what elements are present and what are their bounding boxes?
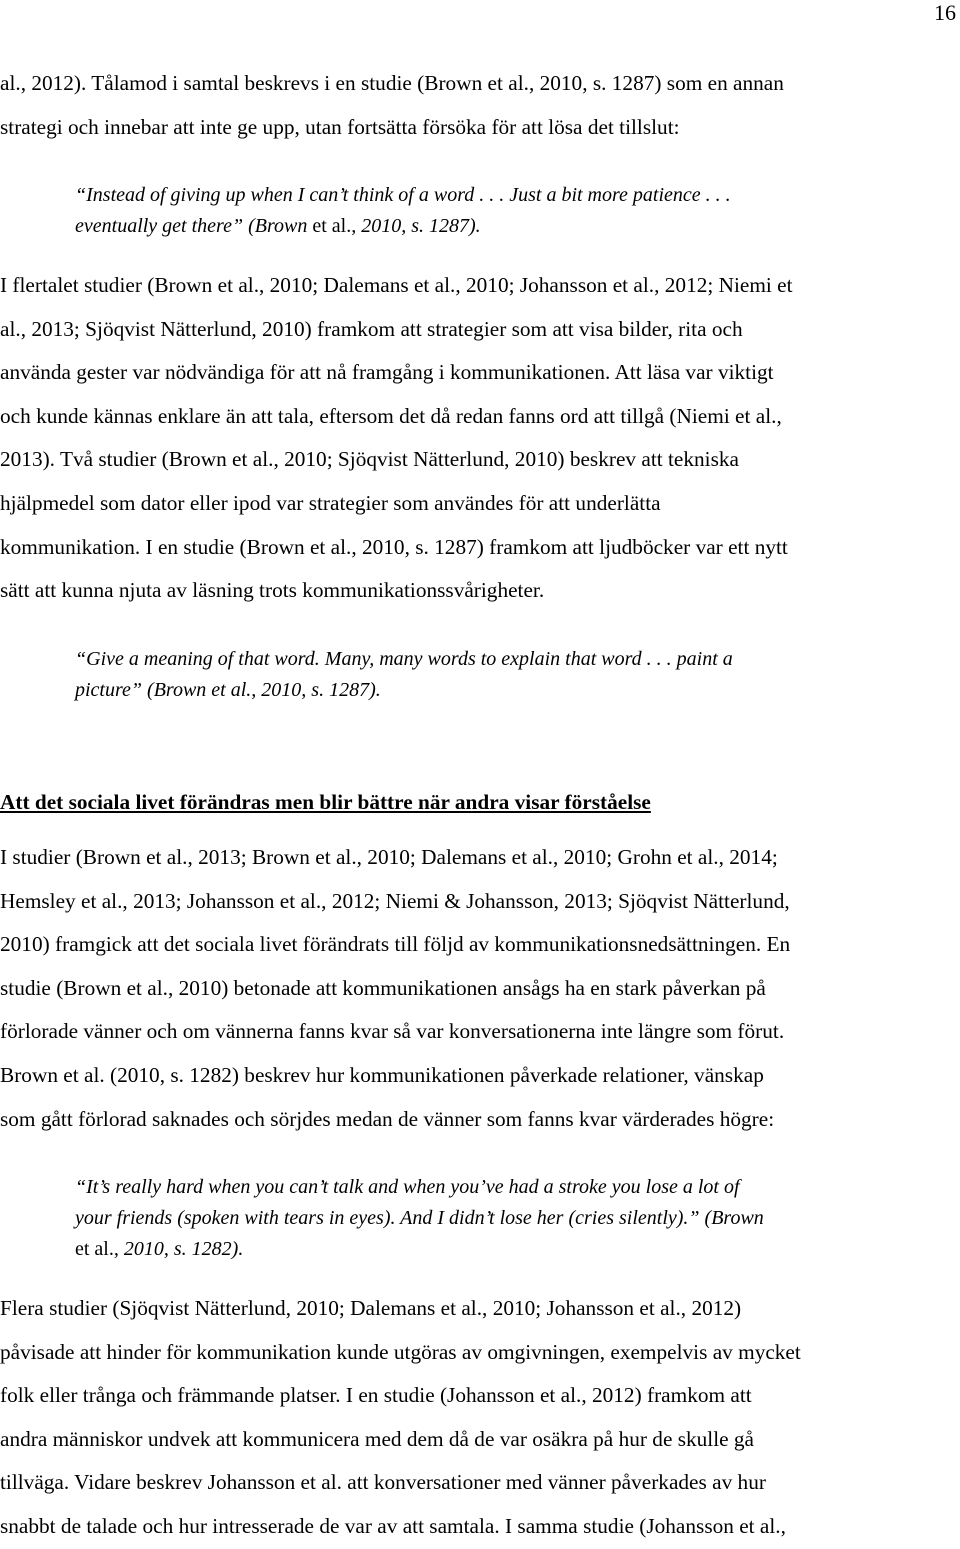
text-line: Flera studier (Sjöqvist Nätterlund, 2010; Dalemans et al., 2010; Johansson et al., 2012) [0,1296,742,1320]
text-line: påvisade att hinder för kommunikation kunde utgöras av omgivningen, exempelvis av mycket [0,1339,801,1364]
paragraph-social-life [0,836,958,1141]
text-line: sätt att kunna njuta av läsning trots kommunikationssvårigheter. [0,578,545,603]
block-quote-patience [75,180,875,242]
quote-line-tail: , 2010, s. 1282). [113,1238,244,1260]
paragraph-strategies [0,264,958,613]
text-line: al., 2013; Sjöqvist Nätterlund, 2010) framkom att strategier som att visa bilder, rita och [0,316,743,341]
quote-line-upright: et al. [75,1238,114,1260]
quote-line: “Instead of giving up when I can’t think of a word . . . Just a bit more patience . . . [75,184,731,206]
quote-line [75,211,875,242]
quote-line-italic: eventually get there” (Brown [75,215,313,237]
text-line: Hemsley et al., 2013; Johansson et al., 2012; Niemi & Johansson, 2013; Sjöqvist Nätterlund, [0,888,790,913]
quote-line [75,1234,875,1265]
text-line: kommunikation. I en studie (Brown et al., 2010, s. 1287) framkom att ljudböcker var ett nytt [0,534,788,559]
text-line: al., 2012). Tålamod i samtal beskrevs i en studie (Brown et al., 2010, s. 1287) som en annan [0,71,784,95]
text-line: 2013). Två studier (Brown et al., 2010; Sjöqvist Nätterlund, 2010) beskrev att tekniska [0,447,739,472]
text-line: och kunde kännas enklare än att tala, eftersom det då redan fanns ord att tillgå (Niemi et al., [0,403,782,428]
text-line: andra människor undvek att kommunicera med dem då de var osäkra på hur de skulle gå [0,1426,755,1451]
quote-line: your friends (spoken with tears in eyes). And I didn’t lose her (cries silently).” (Brown [75,1207,764,1229]
quote-line-tail: , 2010, s. 1287). [351,215,481,237]
text-line: tillväga. Vidare beskrev Johansson et al. att konversationer med vänner påverkades av hur [0,1470,766,1495]
text-line: 2010) framgick att det sociala livet förändrats till följd av kommunikationsnedsättningen. En [0,932,791,957]
text-line: använda gester var nödvändiga för att nå framgång i kommunikationen. Att läsa var viktigt [0,360,774,385]
paragraph-patience [0,62,958,149]
quote-line: “Give a meaning of that word. Many, many words to explain that word . . . paint a [75,648,733,670]
text-line: som gått förlorad saknades och sörjdes medan de vänner som fanns kvar värderades högre: [0,1106,775,1131]
text-line: I flertalet studier (Brown et al., 2010; Dalemans et al., 2010; Johansson et al., 2012; Niemi et [0,273,793,297]
text-line: strategi och innebar att inte ge upp, utan fortsätta försöka för att lösa det tillslut: [0,114,680,139]
text-line: snabbt de talade och hur intresserade de var av att samtala. I samma studie (Johansson et al., [0,1513,786,1538]
quote-line: picture” (Brown et al., 2010, s. 1287). [75,679,381,701]
text-line: I studier (Brown et al., 2013; Brown et al., 2010; Dalemans et al., 2010; Grohn et al., 2014; [0,845,778,869]
paragraph-obstacles [0,1287,958,1549]
text-line: folk eller trånga och främmande platser. I en studie (Johansson et al., 2012) framkom att [0,1383,752,1408]
section-heading: Att det sociala livet förändras men blir bättre när andra visar förståelse [0,790,651,814]
block-quote-friends [75,1172,875,1265]
text-line: Brown et al. (2010, s. 1282) beskrev hur kommunikationen påverkade relationer, vänskap [0,1062,764,1087]
page-number: 16 [934,0,956,25]
quote-line: “It’s really hard when you can’t talk and when you’ve had a stroke you lose a lot of [75,1176,740,1198]
quote-line-upright: et al. [312,215,352,237]
text-line: studie (Brown et al., 2010) betonade att kommunikationen ansågs ha en stark påverkan på [0,975,766,1000]
text-line: hjälpmedel som dator eller ipod var strategier som användes för att underlätta [0,490,661,515]
text-line: förlorade vänner och om vännerna fanns kvar så var konversationerna inte längre som förut. [0,1019,785,1044]
block-quote-meaning [75,644,875,706]
